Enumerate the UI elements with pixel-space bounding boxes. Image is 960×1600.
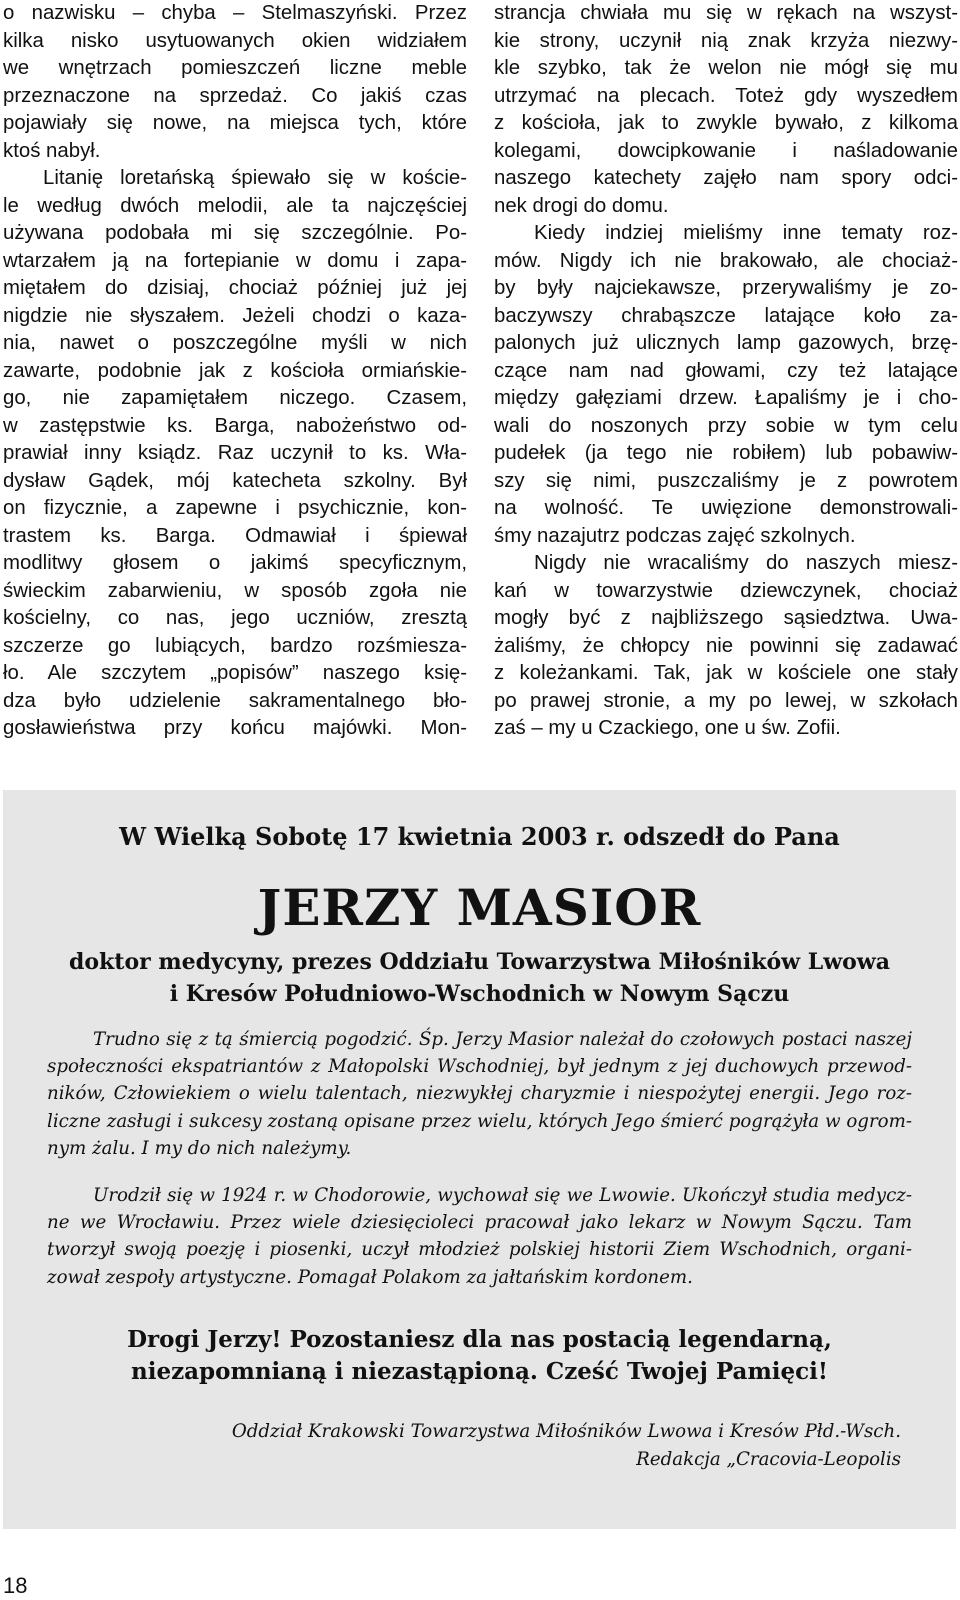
obituary-paragraph-2: [47, 1182, 912, 1291]
text-line: kle szybko, tak że welon nie mógł się mu: [494, 57, 958, 79]
text-line: nym żalu. I my do nich należymy.: [47, 1137, 352, 1159]
text-line: szy się nimi, puszczaliśmy je z powrotem: [494, 469, 958, 492]
text-line: le według dwóch melodii, ale ta najczęściej: [3, 194, 467, 217]
text-line: trastem ks. Barga. Odmawiał i śpiewał: [3, 524, 467, 547]
text-line: po prawej stronie, a my po lewej, w szkołach: [494, 689, 958, 712]
text-line: mogły być z najbliższego sąsiedztwa. Uwa-: [494, 607, 958, 629]
text-line: kań w towarzystwie dziewczynek, chociaż: [494, 579, 958, 602]
text-line: liczne zasługi i sukcesy zostaną opisane przez wielu, których Jego śmierć pogrążyła w ogrom-: [47, 1110, 912, 1132]
text-line: modlitwy głosem o jakimś specyficznym,: [3, 552, 467, 574]
text-line: ne we Wrocławiu. Przez wiele dziesięcioleci pracował jako lekarz w Nowym Sączu. Tam: [47, 1212, 912, 1234]
obituary-titles: [3, 946, 956, 1010]
obituary-name: [3, 878, 956, 937]
text-line: by były najciekawsze, przerywaliśmy je zo-: [494, 277, 958, 299]
text-line: wtarzałem ją na fortepianie w domu i zapa-: [3, 249, 467, 272]
text-line: nigdzie nie słyszałem. Jeżeli chodzi o kaza-: [3, 304, 467, 327]
text-line: szczerze go lubiących, bardzo rozśmiesza-: [3, 634, 467, 657]
text-line: świeckim zabarwieniu, w sposób zgoła nie: [3, 579, 467, 602]
text-line: naszego katechety zajęło nam spory odci-: [494, 167, 958, 189]
text-line: wali do noszonych przy sobie w tym celu: [494, 414, 958, 437]
text-line: ników, Człowiekiem o wielu talentach, niezwykłej charyzmie i niespożytej energii. Jego roz-: [47, 1083, 912, 1105]
text-line: prawiał inny ksiądz. Raz uczynił to ks. Wła-: [3, 442, 467, 464]
text-line: zawarte, podobnie jak z kościoła ormiańskie-: [3, 359, 467, 382]
text-line: na wolność. Te uwięzione demonstrowali-: [494, 497, 958, 519]
text-line: kościelny, co nas, jego uczniów, zresztą: [3, 607, 467, 629]
obituary-signature: [232, 1418, 901, 1474]
text-line: z koleżankami. Tak, jak w kościele one stały: [494, 662, 958, 684]
text-line: palonych już ulicznych lamp gazowych, brzę-: [494, 332, 958, 354]
text-line: baczywszy chrabąszcze latające koło za-: [494, 304, 958, 327]
obituary-title-line-2: i Kresów Południowo-Wschodnich w Nowym Sączu: [169, 981, 790, 1007]
text-line: między gałęziami drzew. Łapaliśmy je i cho-: [494, 387, 958, 409]
text-line: ktoś nabył.: [3, 139, 101, 162]
obituary-farewell: [3, 1324, 956, 1388]
text-line: z kościoła, jak to zwykle bywało, z kilkoma: [494, 112, 958, 134]
text-line: nia, nawet o poszczególne myśli w nich: [3, 332, 467, 354]
text-line: zował zespoły artystyczne. Pomagał Polakom za jałtańskim kordonem.: [47, 1266, 693, 1288]
text-line: w zastępstwie ks. Barga, nabożeństwo od-: [3, 414, 467, 437]
text-line: ło. Ale szczytem „popisów” naszego księ-: [3, 662, 467, 684]
obituary-intro-text: W Wielką Sobotę 17 kwietnia 2003 r. odszedł do Pana: [119, 822, 840, 851]
text-line: dysław Gądek, mój katecheta szkolny. Był: [3, 469, 467, 492]
obituary-name-text: JERZY MASIOR: [257, 878, 702, 937]
article-left-column: [3, 0, 467, 743]
text-line: Litanię loretańską śpiewało się w koście-: [43, 167, 467, 189]
text-line: czące nam nad głowami, czy też latające: [494, 359, 958, 382]
text-line: śmy nazajutrz podczas zajęć szkolnych.: [494, 524, 856, 547]
text-line: kie strony, uczynił nią znak krzyża niezwy-: [494, 29, 958, 52]
text-line: pojawiały się nowe, na miejsca tych, które: [3, 112, 467, 134]
text-line: tworzył swoją poezję i piosenki, uczył młodzież polskiej historii Ziem Wschodnich, organi-: [47, 1239, 912, 1261]
obituary-signature-line-1: Oddział Krakowski Towarzystwa Miłośników Lwowa i Kresów Płd.-Wsch.: [231, 1421, 901, 1442]
text-line: we wnętrzach pomieszczeń liczne meble: [3, 57, 467, 79]
text-line: nek drogi do domu.: [494, 194, 669, 217]
text-line: Urodził się w 1924 r. w Chodorowie, wychował się we Lwowie. Ukończył studia medycz-: [93, 1185, 912, 1206]
obituary-farewell-line-1: Drogi Jerzy! Pozostaniesz dla nas postacią legendarną,: [127, 1326, 832, 1353]
text-line: miętałem do dzisiaj, chociaż później już jej: [3, 277, 467, 299]
obituary-title-line-1: doktor medycyny, prezes Oddziału Towarzystwa Miłośników Lwowa: [68, 949, 890, 975]
text-line: utrzymać na plecach. Toteż gdy wyszedłem: [494, 84, 958, 107]
text-line: gosławieństwa przy końcu majówki. Mon-: [3, 717, 467, 739]
text-line: używana podobała mi się szczególnie. Po-: [3, 222, 467, 244]
text-line: mów. Nigdy ich nie brakowało, ale chociaż-: [494, 249, 958, 272]
page-number: 18: [3, 1573, 28, 1598]
text-line: strancja chwiała mu się w rękach na wszyst-: [494, 2, 958, 24]
obituary-intro: [3, 822, 956, 851]
text-line: Trudno się z tą śmiercią pogodzić. Śp. Jerzy Masior należał do czołowych postaci naszej: [93, 1029, 912, 1050]
obituary-farewell-line-2: niezapomnianą i niezastąpioną. Cześć Twojej Pamięci!: [131, 1358, 828, 1385]
text-line: kilka nisko usytuowanych okien widziałem: [3, 29, 467, 52]
text-line: Nigdy nie wracaliśmy do naszych miesz-: [534, 552, 958, 574]
text-line: społeczności ekspatriantów z Małopolski Wschodniej, był jednym z jej duchowych przewod-: [47, 1056, 912, 1078]
text-line: dza było udzielenie sakramentalnego bło-: [3, 689, 467, 712]
text-line: go, nie zapamiętałem niczego. Czasem,: [3, 387, 467, 409]
obituary-box: [3, 790, 956, 1529]
text-line: o nazwisku – chyba – Stelmaszyński. Przez: [3, 2, 467, 24]
text-line: on fizycznie, a zapewne i psychicznie, kon-: [3, 497, 467, 519]
text-line: żaliśmy, że chłopcy nie powinni się zadawać: [494, 634, 958, 657]
text-line: zaś – my u Czackiego, one u św. Zofii.: [494, 717, 841, 739]
text-line: przeznaczone na sprzedaż. Co jakiś czas: [3, 84, 467, 107]
text-line: Kiedy indziej mieliśmy inne tematy roz-: [534, 222, 958, 244]
obituary-paragraph-1: [47, 1026, 912, 1162]
text-line: kolegami, dowcipkowanie i naśladowanie: [494, 139, 958, 162]
obituary-signature-line-2: Redakcja „Cracovia-Leopolis: [636, 1449, 901, 1470]
article-right-column: [494, 0, 958, 743]
text-line: pudełek (ja tego nie robiłem) lub pobawiw-: [494, 442, 958, 464]
